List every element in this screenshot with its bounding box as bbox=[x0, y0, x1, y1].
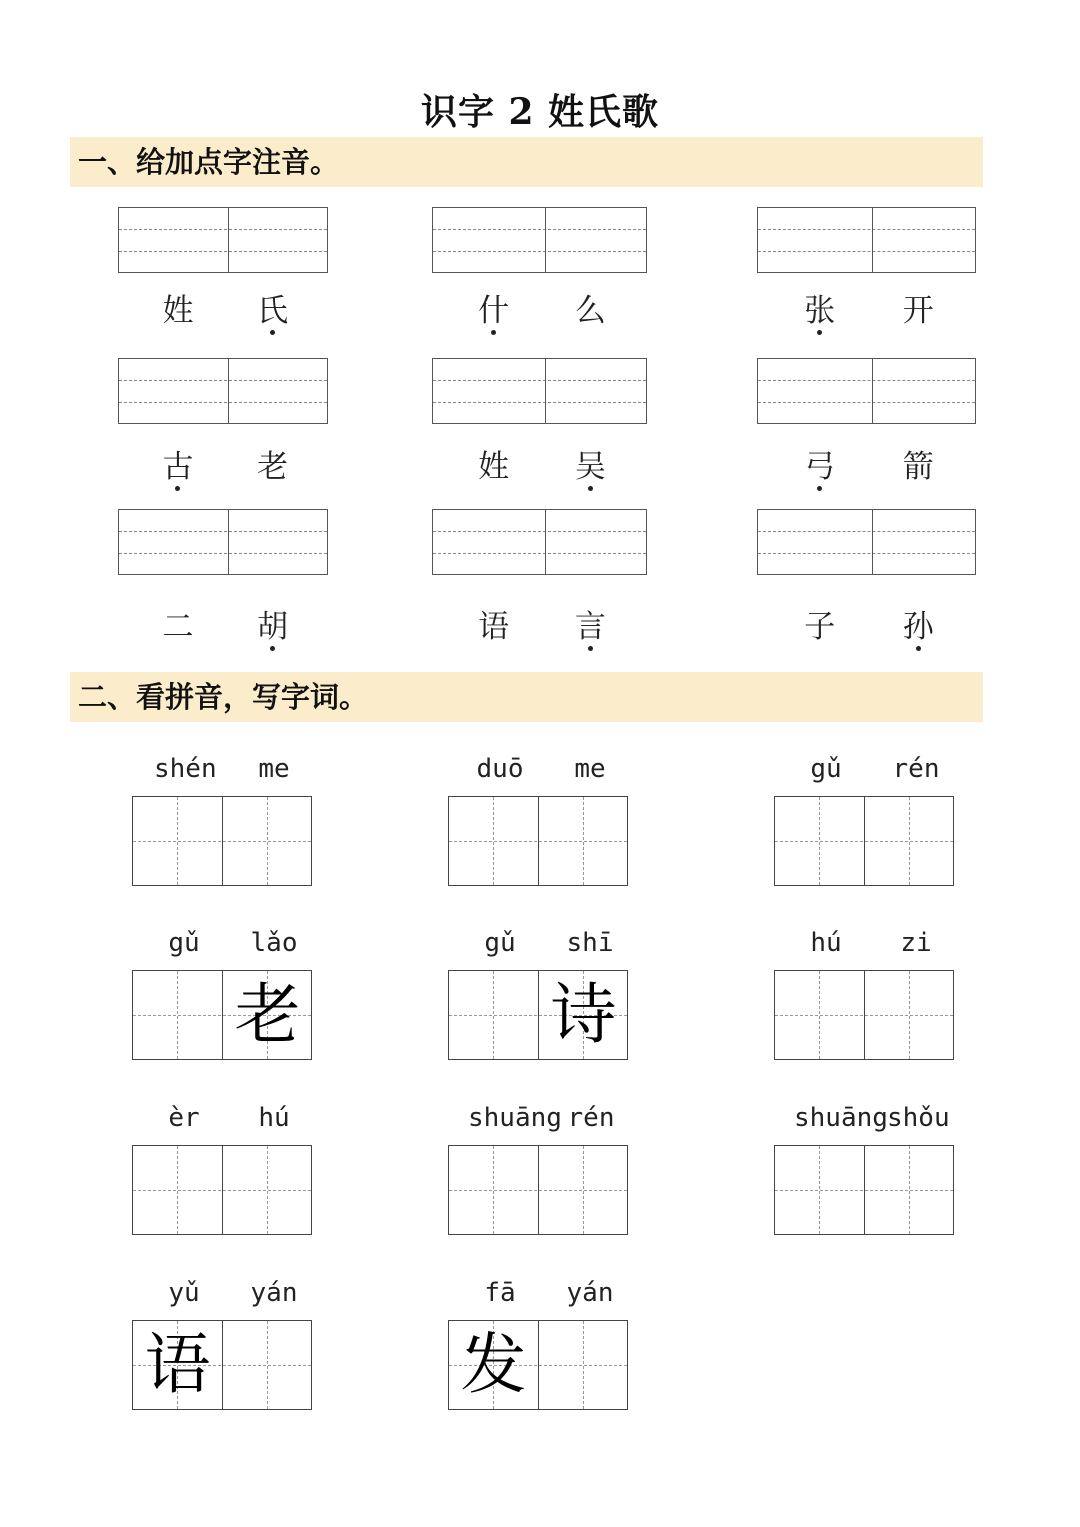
guide-line bbox=[133, 1190, 311, 1191]
character: 子 bbox=[804, 609, 836, 645]
dotted-character: 氏 bbox=[242, 291, 302, 331]
given-character: 语 bbox=[144, 1326, 211, 1403]
guide-line bbox=[758, 380, 975, 381]
pinyin-label: shuāng bbox=[468, 1103, 562, 1133]
pinyin-label: hú bbox=[258, 1103, 290, 1133]
writing-grid[interactable] bbox=[448, 970, 628, 1060]
box-divider bbox=[228, 510, 229, 574]
pinyin-label: fā bbox=[484, 1278, 516, 1308]
writing-grid[interactable] bbox=[448, 1320, 628, 1410]
pinyin-label: shén bbox=[154, 754, 217, 784]
guide-line bbox=[133, 841, 311, 842]
writing-grid[interactable] bbox=[132, 796, 312, 886]
guide-line bbox=[433, 251, 646, 252]
given-character: 诗 bbox=[550, 976, 617, 1053]
writing-grid[interactable] bbox=[132, 970, 312, 1060]
pinyin-box[interactable] bbox=[757, 358, 976, 424]
pinyin-box[interactable] bbox=[757, 207, 976, 273]
character: 姓 bbox=[162, 293, 194, 329]
pinyin-box[interactable] bbox=[118, 207, 328, 273]
pinyin-label: zi bbox=[900, 928, 932, 958]
section2-heading: 二、看拼音，写字词。 bbox=[70, 672, 983, 722]
pinyin-label: lǎo bbox=[250, 928, 298, 958]
pinyin-label: shuāng bbox=[794, 1103, 888, 1133]
pinyin-label: shǒu bbox=[887, 1103, 950, 1133]
pinyin-label: yán bbox=[250, 1278, 298, 1308]
guide-line bbox=[119, 402, 327, 403]
guide-line bbox=[758, 553, 975, 554]
box-divider bbox=[545, 510, 546, 574]
dotted-character: 弓 bbox=[790, 447, 850, 487]
pinyin-label: me bbox=[258, 754, 290, 784]
box-divider bbox=[228, 208, 229, 272]
pinyin-box[interactable] bbox=[432, 358, 647, 424]
guide-line bbox=[775, 1190, 953, 1191]
pinyin-label: gǔ bbox=[168, 928, 200, 958]
guide-line bbox=[119, 251, 327, 252]
writing-grid[interactable] bbox=[448, 1145, 628, 1235]
guide-line bbox=[433, 553, 646, 554]
pinyin-label: yán bbox=[566, 1278, 614, 1308]
guide-line bbox=[758, 251, 975, 252]
character: 么 bbox=[574, 293, 606, 329]
page-title: 识字 2 姓氏歌 bbox=[420, 91, 660, 133]
pinyin-box[interactable] bbox=[757, 509, 976, 575]
pinyin-box[interactable] bbox=[118, 358, 328, 424]
section1-heading: 一、给加点字注音。 bbox=[70, 137, 983, 187]
character: 开 bbox=[902, 293, 934, 329]
guide-line bbox=[449, 841, 627, 842]
pinyin-label: me bbox=[574, 754, 606, 784]
pinyin-box[interactable] bbox=[118, 509, 328, 575]
writing-grid[interactable] bbox=[774, 796, 954, 886]
guide-line bbox=[119, 380, 327, 381]
dotted-character: 吴 bbox=[560, 447, 620, 487]
guide-line bbox=[775, 1015, 953, 1016]
writing-grid[interactable] bbox=[774, 1145, 954, 1235]
guide-line bbox=[119, 229, 327, 230]
guide-line bbox=[433, 531, 646, 532]
dotted-character: 什 bbox=[464, 291, 524, 331]
character: 老 bbox=[256, 449, 288, 485]
box-divider bbox=[545, 208, 546, 272]
writing-grid[interactable] bbox=[774, 970, 954, 1060]
guide-line bbox=[119, 531, 327, 532]
given-character: 发 bbox=[460, 1326, 527, 1403]
guide-line bbox=[758, 402, 975, 403]
dotted-character: 言 bbox=[560, 607, 620, 647]
writing-grid[interactable] bbox=[132, 1145, 312, 1235]
pinyin-label: gǔ bbox=[484, 928, 516, 958]
guide-line bbox=[433, 402, 646, 403]
dotted-character: 古 bbox=[148, 447, 208, 487]
dotted-character: 孙 bbox=[888, 607, 948, 647]
guide-line bbox=[775, 841, 953, 842]
box-divider bbox=[545, 359, 546, 423]
character: 姓 bbox=[478, 449, 510, 485]
box-divider bbox=[872, 359, 873, 423]
pinyin-label: gǔ bbox=[810, 754, 842, 784]
character: 二 bbox=[162, 609, 194, 645]
pinyin-label: rén bbox=[567, 1103, 615, 1133]
guide-line bbox=[449, 1190, 627, 1191]
guide-line bbox=[758, 531, 975, 532]
dotted-character: 张 bbox=[790, 291, 850, 331]
guide-line bbox=[758, 229, 975, 230]
pinyin-label: yǔ bbox=[168, 1278, 200, 1308]
pinyin-box[interactable] bbox=[432, 207, 647, 273]
guide-line bbox=[119, 553, 327, 554]
character: 箭 bbox=[902, 449, 934, 485]
writing-grid[interactable] bbox=[448, 796, 628, 886]
character: 语 bbox=[478, 609, 510, 645]
pinyin-label: èr bbox=[168, 1103, 200, 1133]
box-divider bbox=[872, 510, 873, 574]
pinyin-label: hú bbox=[810, 928, 842, 958]
pinyin-label: duō bbox=[476, 754, 524, 784]
pinyin-label: rén bbox=[892, 754, 940, 784]
dotted-character: 胡 bbox=[242, 607, 302, 647]
box-divider bbox=[872, 208, 873, 272]
pinyin-label: shī bbox=[566, 928, 614, 958]
pinyin-box[interactable] bbox=[432, 509, 647, 575]
box-divider bbox=[228, 359, 229, 423]
guide-line bbox=[433, 380, 646, 381]
given-character: 老 bbox=[234, 976, 301, 1053]
guide-line bbox=[433, 229, 646, 230]
writing-grid[interactable] bbox=[132, 1320, 312, 1410]
